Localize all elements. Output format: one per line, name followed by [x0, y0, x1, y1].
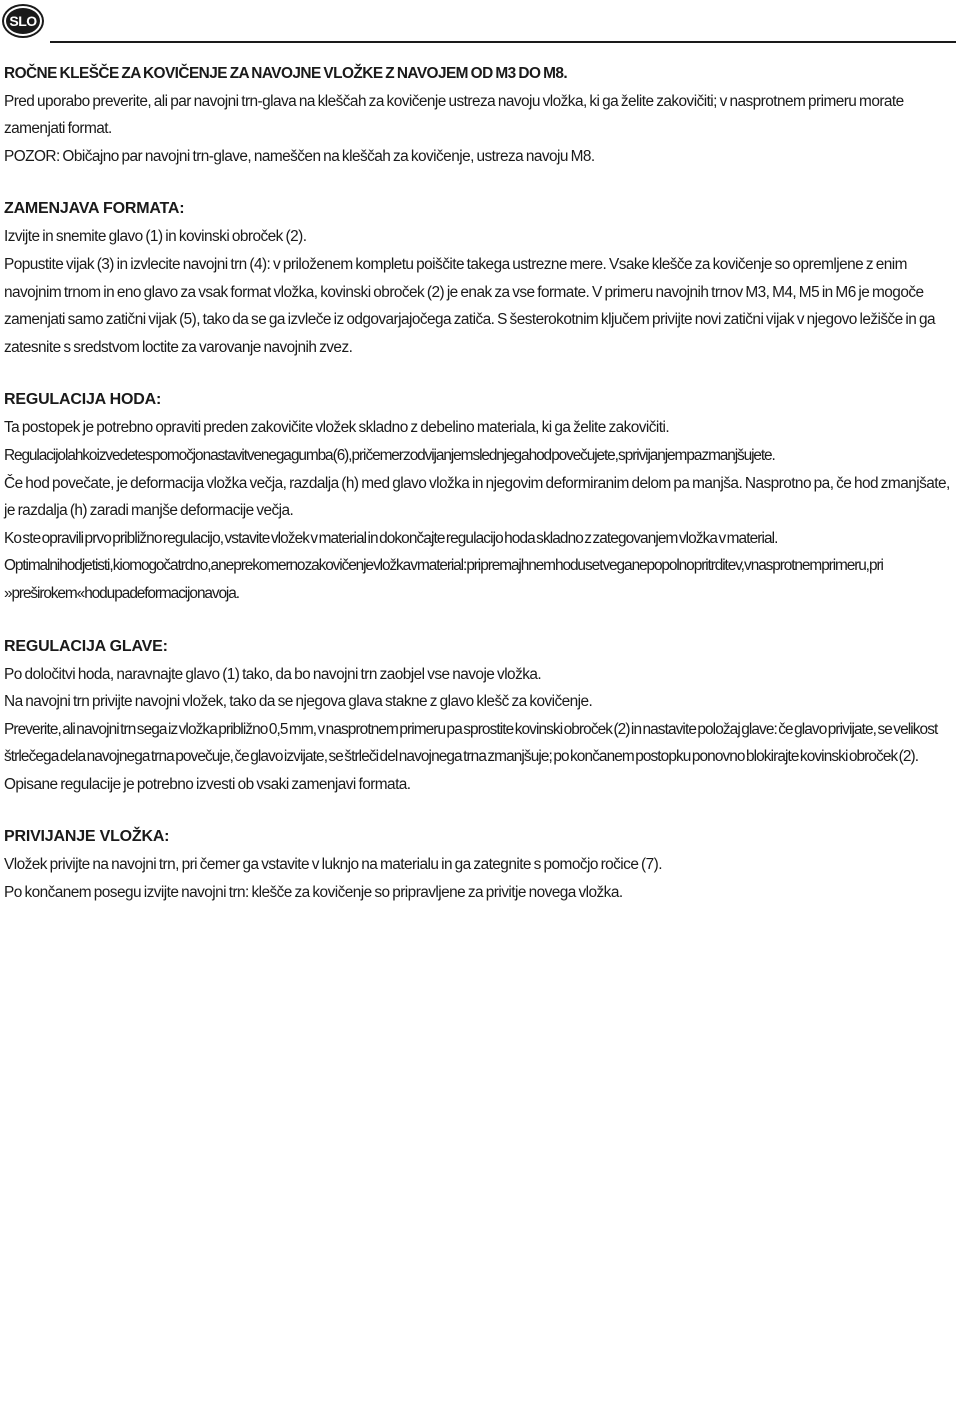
section-heading: PRIVIJANJE VLOŽKA:	[4, 828, 170, 846]
section-paragraph: Preverite, ali navojni trn sega iz vložka približno 0,5 mm, v nasprotnem primeru pa sprostite kovinski obroček (2) in nastavite položaj glave: če glavo privijate, se velikost štrlečega dela navojnega trna povečuje, če glavo izvijate, se štrleči del navojnega trna zmanjšuje; po končanem postopku ponovno blokirajte kovinski obroček (2).	[4, 720, 938, 766]
section-paragraph: Ta postopek je potrebno opraviti preden zakovičite vložek skladno z debelino materiala, ki ga želite zakovičiti.	[4, 419, 670, 437]
spacer	[4, 608, 956, 633]
section-paragraph: Če hod povečate, je deformacija vložka večja, razdalja (h) med glavo vložka in njegovim deformiranim delom pa manjša. Nasprotno pa, če hod zmanjšate, je razdalja (h) zaradi manjše deformacije večja.	[4, 474, 950, 520]
section-paragraph: Popustite vijak (3) in izvlecite navojni trn (4): v priloženem kompletu poiščite takega ustrezne mere. Vsake klešče za kovičenje so opremljene z enim navojnim trnom in eno glavo za vsak format vložka, kovinski obroček (2) je enak za vse formate. V primeru navojnih trnov M3, M4, M5 in M6 je mogoče zamenjati samo zatični vijak (5), tako da se ga izvleče iz odgovarjajočega zatiča. S šesterokotnim ključem privijte novi zatični vijak v njegovo ležišče in ga zatesnite s sredstvom loctite za varovanje navojnih zvez.	[4, 255, 936, 356]
language-badge-label: SLO	[4, 6, 42, 36]
section-paragraph: Po določitvi hoda, naravnajte glavo (1) tako, da bo navojni trn zaobjel vse navoje vložka.	[4, 665, 542, 683]
header-rule	[50, 41, 956, 43]
section-paragraph: Regulacijo lahko izvedete s pomočjo nastavitvenega gumba (6), pri čemer z odvijanjem slednjega hod povečujete, s privijanjem pa zmanjšujete.	[4, 446, 775, 464]
section-paragraph: Vložek privijte na navojni trn, pri čemer ga vstavite v luknjo na materialu in ga zategnite s pomočjo ročice (7).	[4, 856, 662, 874]
intro-paragraph: Pred uporabo preverite, ali par navojni trn-glava na kleščah za kovičenje ustreza navoju vložka, ki ga želite zakovičiti; v nasprotnem primeru morate zamenjati format.	[4, 92, 904, 138]
section-paragraph: Opisane regulacije je potrebno izvesti ob vsaki zamenjavi formata.	[4, 775, 411, 793]
section-heading: REGULACIJA HODA:	[4, 391, 162, 409]
document-body	[4, 60, 956, 907]
section-privijanje-vlozka	[4, 823, 956, 906]
section-paragraph: Na navojni trn privijte navojni vložek, tako da se njegova glava stakne z glavo klešč za kovičenje.	[4, 693, 593, 711]
section-zamenjava-formata	[4, 195, 956, 361]
section-paragraph: Po končanem posegu izvijte navojni trn: klešče za kovičenje so pripravljene za privitje novega vložka.	[4, 884, 623, 902]
section-paragraph: Ko ste opravili prvo približno regulacijo, vstavite vložek v material in dokončajte regulacijo hoda skladno z zategovanjem vložka v material.	[4, 529, 778, 547]
document-title: ROČNE KLEŠČE ZA KOVIČENJE ZA NAVOJNE VLOŽKE Z NAVOJEM OD M3 DO M8.	[4, 65, 568, 82]
section-regulacija-glave	[4, 633, 956, 799]
spacer	[4, 170, 956, 195]
section-heading: ZAMENJAVA FORMATA:	[4, 200, 185, 218]
warning-paragraph: POZOR: Običajno par navojni trn-glave, nameščen na kleščah za kovičenje, ustreza navoju M8.	[4, 147, 595, 165]
spacer	[4, 361, 956, 386]
section-paragraph: Izvijte in snemite glavo (1) in kovinski obroček (2).	[4, 228, 307, 246]
section-regulacija-hoda	[4, 386, 956, 607]
section-paragraph: Optimalni hod je tisti, ki omogoča trdno, a ne prekomerno zakovičenje vložka v material: pri premajhnem hodu se tvega nepopolno pritrditev, v nasprotnem primeru, pri »preširokem« hodu pa deformacijo navoja.	[4, 557, 883, 602]
header-bar	[0, 0, 960, 44]
language-badge	[2, 4, 44, 38]
spacer	[4, 798, 956, 823]
section-heading: REGULACIJA GLAVE:	[4, 637, 168, 655]
